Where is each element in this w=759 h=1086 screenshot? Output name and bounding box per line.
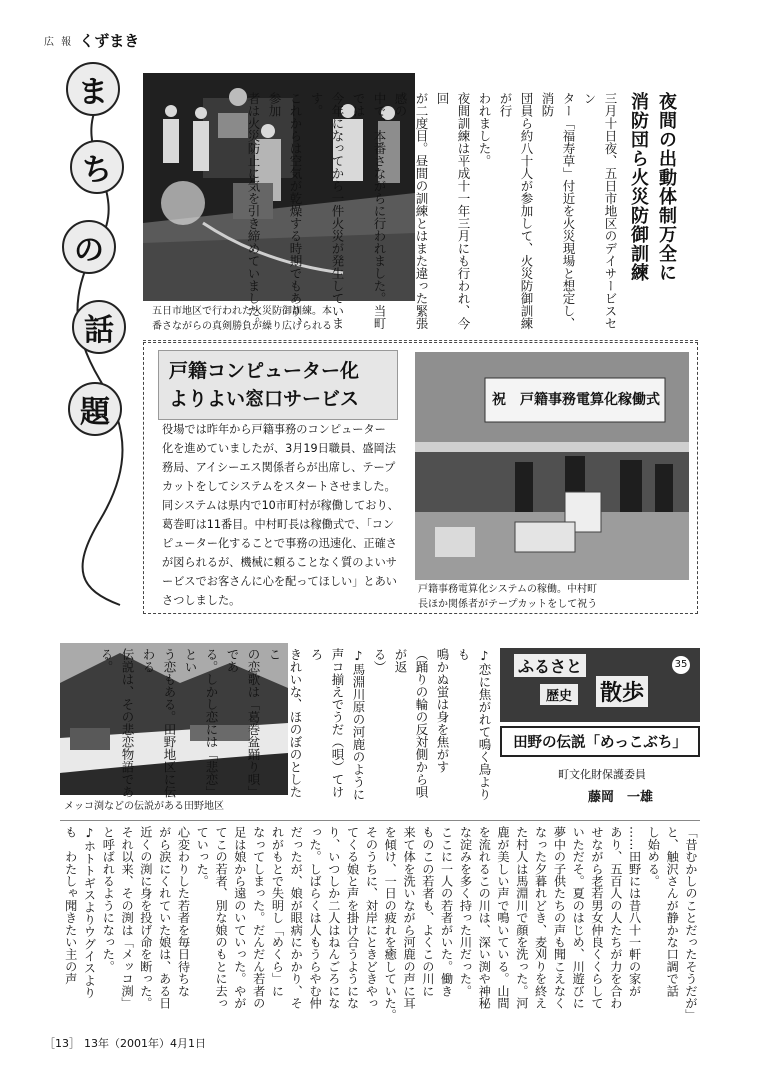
furusato-lower-line: と呼ばれるようになった。	[101, 826, 116, 973]
furusato-lower-line: 鹿が美しい声で鳴いている。山間	[496, 826, 511, 1009]
furusato-upper-line: きれいな、ほのぼのとしたこ	[267, 648, 303, 798]
furusato-upper-line: う恋もある。田野地区に伝わる	[141, 648, 177, 798]
koseki-body-line: 同システムは県内で10市町村が稼働しており、	[162, 499, 399, 512]
furusato-author-name: 藤岡 一雄	[588, 790, 654, 805]
furusato-lower-line: 足は娘から遠のいていった。やが	[232, 826, 247, 1009]
furusato-lower-line: てくる娘と声を掛け合うようにな	[345, 826, 360, 1009]
furusato-series-sub: 歴史	[540, 684, 578, 705]
masthead-title: くずまき	[79, 31, 140, 50]
masthead	[44, 30, 139, 50]
koseki-body-line: が図られるが、機械に頼ることなく質のよいサ	[162, 556, 397, 569]
section-divider	[143, 340, 698, 341]
koseki-caption-line-2: 長ほか関係者がテープカットをして祝う	[418, 599, 598, 610]
fire-drill-body-line: 者は火災防止に気を引き締めていました。	[246, 92, 261, 330]
furusato-lower-line: し始める。	[646, 826, 661, 887]
furusato-lower-line: と、触沢さんが静かな口調で話	[665, 826, 680, 997]
furusato-lower-line: なった夕暮れどき、麦刈りを終え	[533, 826, 548, 1009]
fire-drill-body-line: 中で、本番さながらに行われました。当町では	[351, 92, 387, 330]
furusato-upper-text	[99, 648, 495, 808]
koseki-body	[162, 420, 410, 610]
fire-drill-body	[246, 92, 621, 330]
furusato-upper-line: る）	[372, 648, 387, 673]
furusato-lower-line: な淀みを多く持った川だった。	[458, 826, 473, 997]
footer	[44, 1035, 206, 1051]
furusato-author-role: 町文化財保護委員	[558, 768, 646, 781]
furusato-lower-line: り、いつしか二人はねんごろにな	[326, 826, 341, 1009]
furusato-upper-line: （踊りの輪の反対側から唄が返	[393, 648, 429, 798]
koseki-caption-line-1: 戸籍事務電算化システムの稼働。中村町	[418, 584, 597, 595]
fire-drill-body-line: 三月十日夜、五日市地区のデイサービスセン	[582, 92, 618, 330]
koseki-headline-line-2: よりよい窓口サービス	[169, 388, 360, 410]
koseki-body-line: さつしました。	[162, 594, 241, 607]
furusato-lower-line: も わたしゃ聞きたい主の声	[63, 826, 78, 985]
furusato-lower-text	[60, 826, 700, 1031]
furusato-upper-line: 伝説は、その悲恋物語である。	[99, 648, 135, 798]
corner-char-0: ま	[66, 62, 120, 116]
koseki-photo	[415, 352, 689, 580]
footer-date: 13年（2001年）4月1日	[84, 1037, 206, 1050]
furusato-lower-line: だったが、娘が眼病にかかり、そ	[289, 826, 304, 1009]
furusato-lower-line: った。しばらくは人もうらやむ仲	[308, 826, 323, 1009]
furusato-lower-line: ♪ホトトギスよりウグイスより	[82, 826, 97, 999]
furusato-lower-line: ていった。	[195, 826, 210, 887]
furusato-lower-line: ものこの若者も、よくこの川に	[420, 826, 435, 997]
fire-drill-headline	[624, 92, 680, 352]
koseki-body-line: 役場では昨年から戸籍事務のコンピューター	[162, 423, 386, 436]
tano-photo-caption: メッコ渕などの伝説がある田野地区	[64, 801, 224, 812]
corner-char-3: 話	[72, 300, 126, 354]
furusato-lower-line: そのうちに、対岸にときどきやっ	[364, 826, 379, 1009]
furusato-upper-line: の恋歌は「葛巻盆踊り唄」であ	[225, 648, 261, 798]
furusato-lower-line: がら涙にくれていた娘は、ある日	[157, 826, 172, 1009]
koseki-banner: 祝 戸籍事務電算化稼働式	[492, 392, 660, 408]
corner-char-2: の	[62, 220, 116, 274]
furusato-lower-line: ……田野には昔八十一軒の家が	[627, 826, 642, 997]
koseki-body-line: 務局、アイシーエス関係者らが出席し、テープ	[162, 461, 396, 474]
corner-char-4: 題	[68, 382, 122, 436]
furusato-lower-line: いただそ。夏のはじめ、川遊びに	[571, 826, 586, 1009]
fire-drill-body-line: が二度目。昼間の訓練とはまた違った緊張感の	[393, 92, 429, 330]
furusato-upper-line: 鳴かぬ蛍は身を焦がす	[435, 648, 450, 773]
furusato-series-title: 散歩	[596, 676, 648, 707]
fire-drill-body-line: われました。	[477, 92, 492, 167]
furusato-lower-line: 近くの渕に身を投げ命を断った。	[138, 826, 153, 1009]
furusato-lower-line: てこの若者、別な娘のもとに去っ	[214, 826, 229, 1009]
koseki-headline	[158, 350, 398, 420]
fire-drill-body-line: これからは空気が乾燥する時期でもあり、参加	[267, 92, 303, 330]
furusato-lower-line: ここに一人の若者がいた。働き	[439, 826, 454, 997]
furusato-upper-line: ♪馬淵川原の河鹿のように	[351, 648, 366, 801]
furusato-subtitle: 田野の伝説「めっこぶち」	[500, 726, 700, 757]
furusato-lower-line: を傾け、一日の疲れを癒していた。	[383, 826, 398, 1022]
furusato-upper-line: ♪恋に焦がれて鳴く鳥よりも	[456, 648, 492, 801]
fire-drill-caption-line-2: 番さながらの真剣勝負が繰り広げられる	[152, 321, 332, 332]
footer-page: ［13］	[44, 1037, 80, 1050]
furusato-upper-line: る。しかし恋には「悲恋」とい	[183, 648, 219, 798]
koseki-headline-line-1: 戸籍コンピューター化	[169, 360, 360, 382]
furusato-series-label: ふるさと	[514, 654, 586, 677]
furusato-lower-line: 「昔むかしのことだったそうだが」	[684, 826, 698, 1022]
koseki-body-line: 葛巻町は11番目。中村町長は稼働式で、「コン	[162, 518, 395, 531]
furusato-lower-line: 来て体を洗いながら河鹿の声に耳	[402, 826, 417, 1009]
furusato-lower-line: た村人は馬淵川で顔を洗った。河	[514, 826, 529, 1009]
fire-drill-body-line: 団員ら約八十人が参加して、火災防御訓練が行	[498, 92, 534, 330]
furusato-series-box	[500, 648, 700, 722]
fire-drill-headline-line-2: 消防団ら火災防御訓練	[628, 92, 649, 282]
furusato-upper-line: 声コ揃えでうだ（唄）てけろ	[309, 648, 345, 798]
furusato-lower-line: あり、五百人の人たちが力を合わ	[608, 826, 623, 1009]
koseki-body-line: ービスでお客さんに心を配ってほしい」とあい	[162, 575, 397, 588]
fire-drill-caption-line-1: 五日市地区で行われた火災防御訓練。本	[152, 306, 332, 317]
fire-drill-body-line: 今年になってから一件火災が発生しています。	[309, 92, 345, 330]
furusato-lower-line: それ以来、その渕は「メッコ渕」	[120, 826, 135, 1009]
furusato-lower-line: せながら老若男女仲良くくらして	[590, 826, 605, 1009]
koseki-body-line: カットをしてシステムをスタートさせました。	[162, 480, 396, 493]
furusato-divider	[60, 820, 700, 821]
furusato-series-number: 35	[672, 656, 690, 674]
fire-drill-body-line: 夜間訓練は平成十一年三月にも行われ、今回	[435, 92, 471, 330]
corner-char-1: ち	[70, 140, 124, 194]
koseki-photo-caption	[418, 582, 688, 612]
furusato-lower-line: を流れるこの川は、深い渕や神秘	[477, 826, 492, 1009]
furusato-lower-line: れがもとで失明し「めくら」に	[270, 826, 285, 997]
fire-drill-headline-line-1: 夜間の出動体制万全に	[656, 92, 677, 282]
koseki-body-line: ピューター化することで事務の迅速化、正確さ	[162, 537, 397, 550]
furusato-lower-line: なってしまった。だんだん若者の	[251, 826, 266, 1009]
masthead-prefix: 広 報	[44, 36, 74, 48]
koseki-body-line: 化を進めていましたが、3月19日職員、盛岡法	[162, 442, 396, 455]
furusato-lower-line: 心変わりした若者を毎日待ちな	[176, 826, 191, 997]
furusato-lower-line: 夢中の子供たちの声も聞こえなく	[552, 826, 567, 1009]
fire-drill-body-line: ター「福寿草」付近を火災現場と想定し、消防	[540, 92, 576, 330]
